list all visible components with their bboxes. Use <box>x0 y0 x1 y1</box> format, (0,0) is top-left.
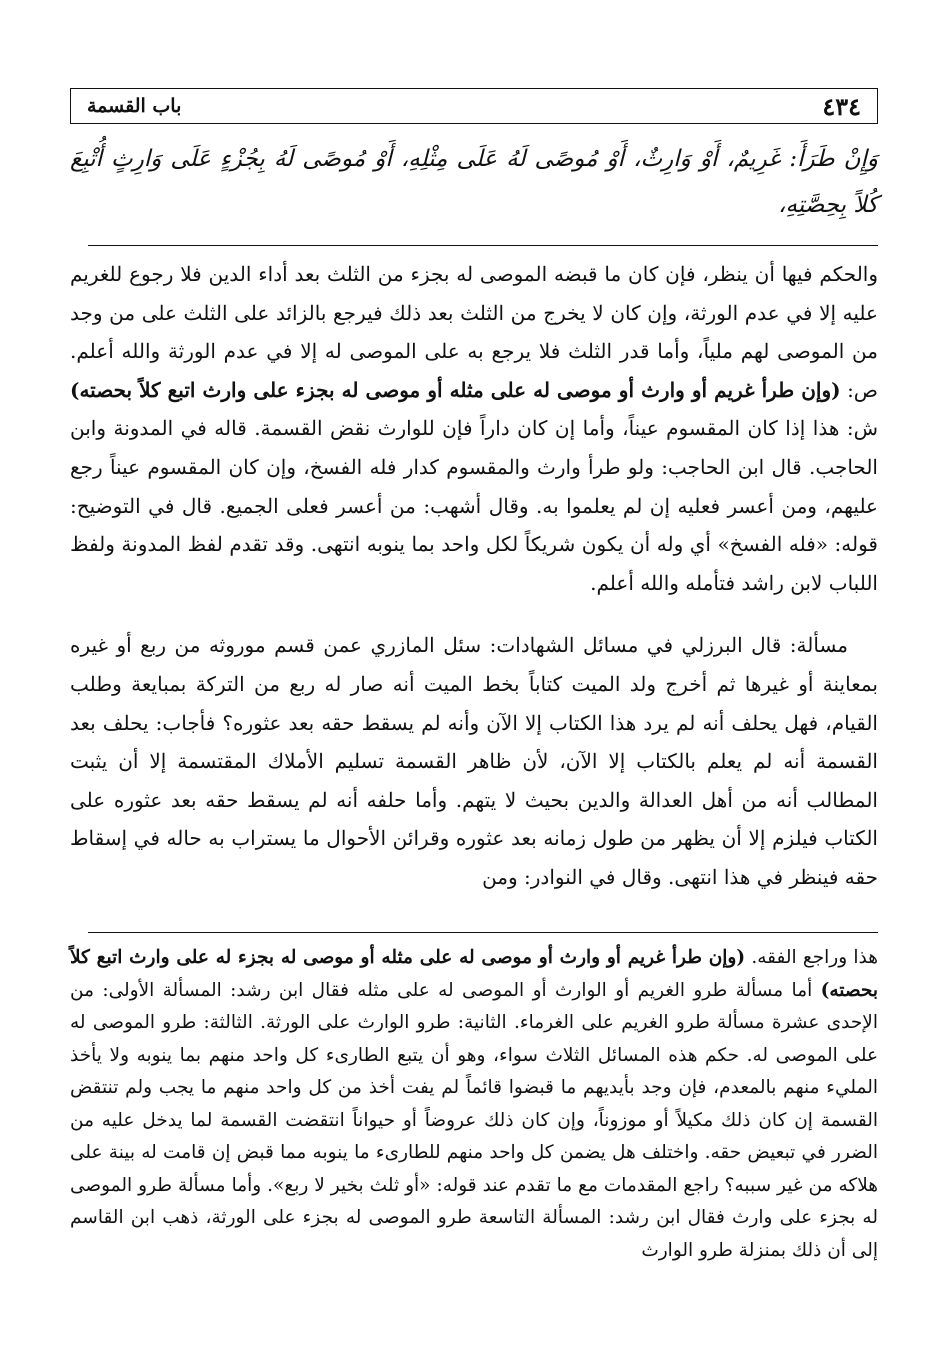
masala-text: مسألة: قال البرزلي في مسائل الشهادات: سئل المازري عمن قسم موروثه من ربع أو غيره بمعاينة أو غيرها ثم أخرج ولد الميت كتاباً بخط الميت أنه صار له ربع من التركة بمبايعة وطلب القيام، فهل يحلف أنه لم يرد هذا الكتاب إلا الآن وأنه لم يسقط حقه بعد عثوره؟ فأجاب: يحلف بعد القسمة أنه لم يعلم بالكتاب إلا الآن، لأن ظاهر القسمة تسليم الأملاك المقتسمة إلا أن يثبت المطالب أنه من أهل العدالة والدين بحيث لا يتهم. وأما حلفه أنه لم يسقط حقه بعد عثوره على الكتاب فيلزم إلا أن يظهر من طول زمانه بعد عثوره وقرائن الأحوال ما يستراب به حاله في إسقاط حقه فينظر في هذا انتهى. وقال في النوادر: ومن <box>70 633 878 889</box>
commentary-text: والحكم فيها أن ينظر، فإن كان ما قبضه الموصى له بجزء من الثلث بعد أداء الدين فلا رجوع للغريم عليه إلا في عدم الورثة، وإن كان لا يخرج من الثلث بعد ذلك فيرجع بالزائد على الثلث على من وجد من الموصى لهم ملياً، وأما قدر الثلث فلا يرجع به على الموصى له إلا في عدم الورثة والله أعلم. ص: <box>70 262 878 402</box>
commentary <box>70 255 878 897</box>
quoted-matn: (وإن طرأ غريم أو وارث أو موصى له على مثله أو موصى له بجزء على وارث اتبع كلاً بحصته) <box>70 377 841 402</box>
matn-divider <box>88 245 878 246</box>
chapter-title: باب القسمة <box>87 95 182 117</box>
commentary-paragraph <box>70 255 878 602</box>
footnote-divider <box>88 932 878 933</box>
running-header <box>70 88 878 124</box>
footnotes <box>70 942 878 1267</box>
matn-text: وَإِنْ طَرَأَ: غَرِيمٌ، أَوْ وَارِثٌ، أَوْ مُوصًى لَهُ عَلَى مِثْلِهِ، أَوْ مُوصًى لَهُ بِجُزْءٍ عَلَى وَارِثٍ أُتْبِعَ كُلاً بِحِصَّتِهِ، <box>70 146 878 218</box>
page-number: ٤٣٤ <box>822 91 861 121</box>
footnote-quoted-matn: (وإن طرأ غريم أو وارث أو موصى له على مثله أو موصى له بجزء له على وارث اتبع كلاً بحصته) <box>70 947 878 1001</box>
book-page <box>70 62 882 1347</box>
commentary-text: ش: هذا إذا كان المقسوم عيناً، وأما إن كان داراً فإن للوارث نقض القسمة. قاله في المدونة وابن الحاجب. قال ابن الحاجب: ولو طرأ وارث والمقسوم كدار فله الفسخ، وإن كان المقسوم عيناً رجع عليهم، ومن أعسر فعليه إن لم يعلموا به. وقال أشهب: من أعسر فعلى الجميع. قال في التوضيح: قوله: «فله الفسخ» أي وله أن يكون شريكاً لكل واحد بما ينوبه انتهى. وقد تقدم لفظ المدونة ولفظ اللباب لابن راشد فتأمله والله أعلم. <box>70 416 878 595</box>
masala-paragraph <box>70 626 878 896</box>
footnote-text: أما مسألة طرو الغريم أو الوارث أو الموصى له على مثله فقال ابن رشد: المسألة الأولى: من الإحدى عشرة مسألة طرو الغريم على الغرماء. الثانية: طرو الوارث على الورثة. الثالثة: طرو الموصى له على الموصى له. حكم هذه المسائل الثلاث سواء، وهو أن يتبع الطارىء كل واحد منهم بما ينوبه ولا يأخذ المليء منهم بالمعدم، فإن وجد بأيديهم ما قبضوا قائماً لم يفت أخذ من كل واحد منهم ما يجب ولم تنتقض القسمة إن كان ذلك مكيلاً أو موزوناً، وإن كان ذلك عروضاً أو حيواناً انتقضت القسمة لما يدخل عليه من الضرر في تبعيض حقه. واختلف هل يضمن كل واحد منهم للطارىء ما ينوبه مما قبض إن قامت له بينة على هلاكه من غير سببه؟ راجع المقدمات مع ما تقدم عند قوله: «أو ثلث بخير لا ربع». وأما مسألة طرو الموصى له بجزء على وارث فقال ابن رشد: المسألة التاسعة طرو الموصى له بجزء على الورثة، ذهب ابن القاسم إلى أن ذلك بمنزلة طرو الوارث <box>70 979 878 1261</box>
footnote-text: هذا وراجع الفقه. <box>745 947 878 968</box>
